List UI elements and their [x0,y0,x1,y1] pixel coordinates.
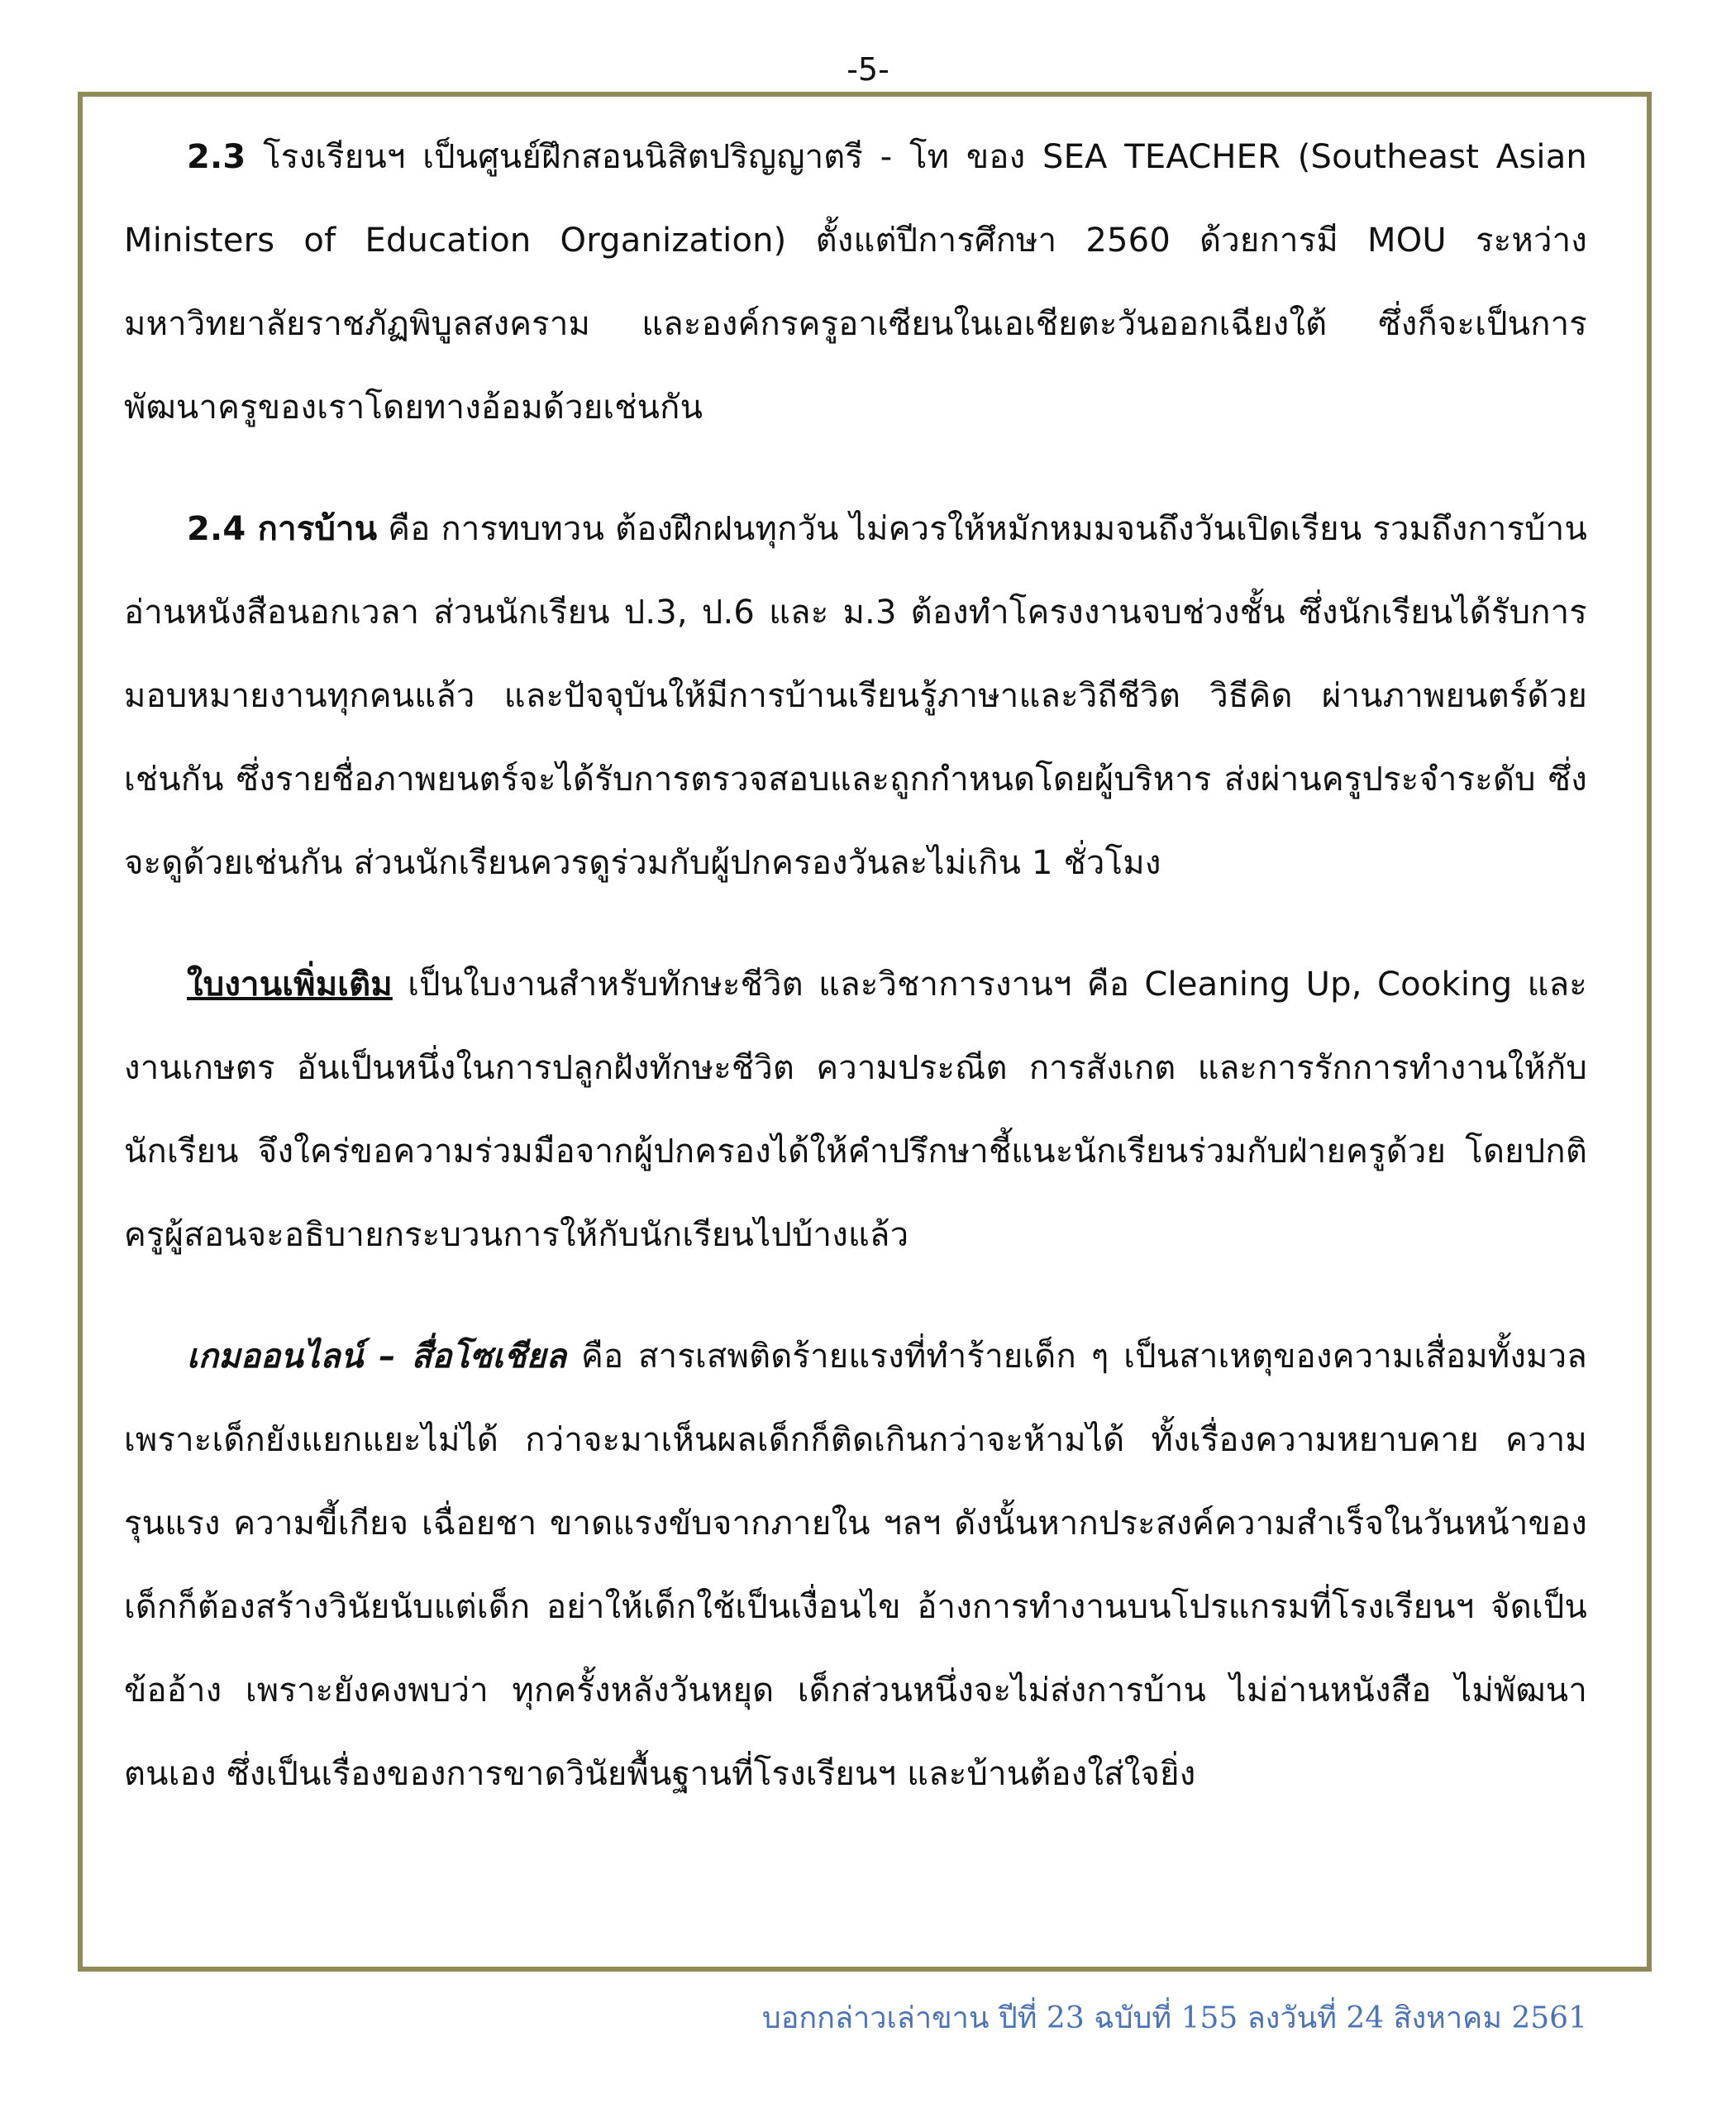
paragraph-sea-teacher [124,116,1587,450]
paragraph-homework [124,488,1587,905]
page-number: -5- [847,51,889,88]
paragraph-text: โรงเรียนฯ เป็นศูนย์ฝึกสอนนิสิตปริญญาตรี - โท ของ SEA TEACHER (Southeast Asian Ministers of Education Organization) ตั้งแต่ปีการศึกษา 2560 ด้วยการมี MOU ระหว่าง มหาวิทยาลัยราชภัฏพิบูลสงคราม และองค์กรครูอาเซียนในเอเชียตะวันออกเฉียงใต้ ซึ่งก็จะเป็นการพัฒนาครูของเราโดยทางอ้อมด้วยเช่นกัน [124,138,1587,427]
paragraph-online-games [124,1315,1587,1816]
paragraph-text: คือ สารเสพติดร้ายแรงที่ทำร้ายเด็ก ๆ เป็นสาเหตุของความเสื่อมทั้งมวล เพราะเด็กยังแยกแยะไม่ได้ กว่าจะมาเห็นผลเด็กก็ติดเกินกว่าจะห้ามได้ ทั้งเรื่องความหยาบคาย ความรุนแรง ความขี้เกียจ เฉื่อยชา ขาดแรงขับจากภายใน ฯลฯ ดังนั้นหากประสงค์ความสำเร็จในวันหน้าของเด็กก็ต้องสร้างวินัยนับแต่เด็ก อย่าให้เด็กใช้เป็นเงื่อนไข อ้างการทำงานบนโปรแกรมที่โรงเรียนฯ จัดเป็นข้ออ้าง เพราะยังคงพบว่า ทุกครั้งหลังวันหยุด เด็กส่วนหนึ่งจะไม่ส่งการบ้าน ไม่อ่านหนังสือ ไม่พัฒนาตนเอง ซึ่งเป็นเรื่องของการขาดวินัยพื้นฐานที่โรงเรียนฯ และบ้านต้องใส่ใจยิ่ง [124,1338,1587,1793]
body-content [124,116,1587,1816]
heading-homework: 2.4 การบ้าน [187,510,378,548]
heading-online-games: เกมออนไลน์ – สื่อโซเชียล [187,1338,567,1376]
section-number-2-3: 2.3 [187,138,246,176]
heading-extra-worksheet: ใบงานเพิ่มเติม [187,966,393,1004]
paragraph-text: เป็นใบงานสำหรับทักษะชีวิต และวิชาการงานฯ คือ Cleaning Up, Cooking และงานเกษตร อันเป็นหนึ่งในการปลูกฝังทักษะชีวิต ความประณีต การสังเกต และการรักการทำงานให้กับนักเรียน จึงใคร่ขอความร่วมมือจากผู้ปกครองได้ให้คำปรึกษาชี้แนะนักเรียนร่วมกับฝ่ายครูด้วย โดยปกติครูผู้สอนจะอธิบายกระบวนการให้กับนักเรียนไปบ้างแล้ว [124,966,1587,1254]
paragraph-extra-worksheet [124,943,1587,1277]
paragraph-text: คือ การทบทวน ต้องฝึกฝนทุกวัน ไม่ควรให้หมักหมมจนถึงวันเปิดเรียน รวมถึงการบ้านอ่านหนังสือนอกเวลา ส่วนนักเรียน ป.3, ป.6 และ ม.3 ต้องทำโครงงานจบช่วงชั้น ซึ่งนักเรียนได้รับการมอบหมายงานทุกคนแล้ว และปัจจุบันให้มีการบ้านเรียนรู้ภาษาและวิถีชีวิต วิธีคิด ผ่านภาพยนตร์ด้วยเช่นกัน ซึ่งรายชื่อภาพยนตร์จะได้รับการตรวจสอบและถูกกำหนดโดยผู้บริหาร ส่งผ่านครูประจำระดับ ซึ่งจะดูด้วยเช่นกัน ส่วนนักเรียนควรดูร่วมกับผู้ปกครองวันละไม่เกิน 1 ชั่วโมง [124,510,1587,882]
newsletter-footer: บอกกล่าวเล่าขาน ปีที่ 23 ฉบับที่ 155 ลงวันที่ 24 สิงหาคม 2561 [761,2001,1587,2035]
